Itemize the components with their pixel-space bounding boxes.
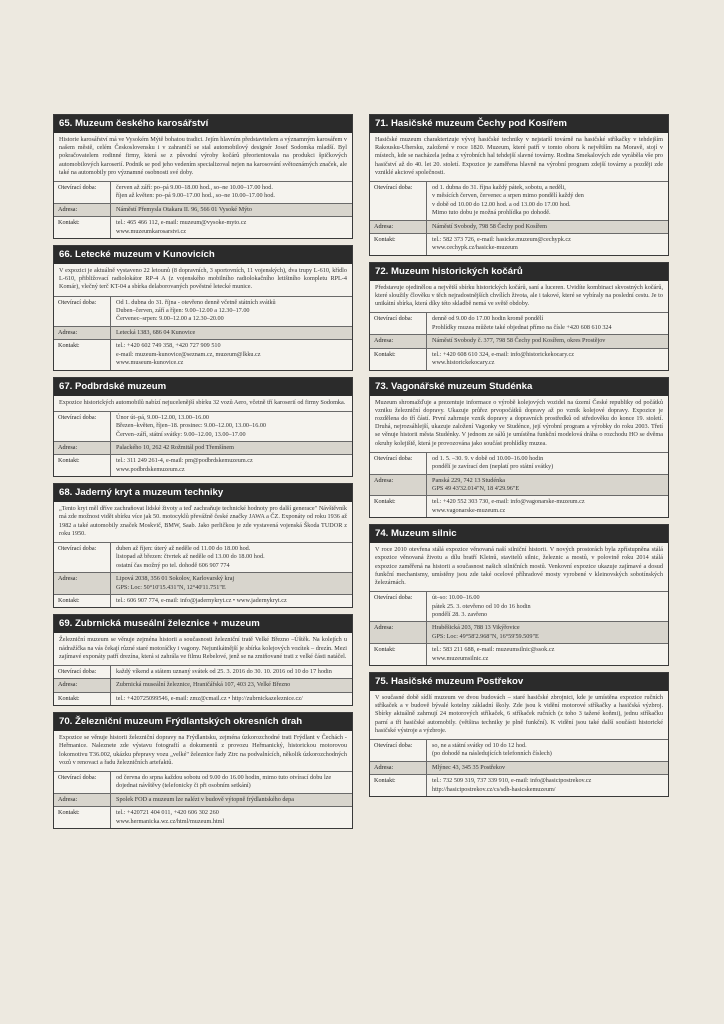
museum-description: Historie karosářství má ve Vysokém Mýtě bohatou tradici. Jejím hlavním představitelem a významným karosářem v našem městě, celém Československu i v zahraničí se stal automobilový designér Josef Sodomka mladší. Byl pokračovatelem rodinné firmy, která se z původní výroby kočárů přeorientovala na produkci špičkových automobilových karoserií. Podnik se pod jeho vedením specializoval nejen na karosování světoznámých značek, ale také na automobily pro významné osobnosti své doby. xyxy=(59,136,347,176)
left-column xyxy=(53,114,353,835)
info-label: Adresa: xyxy=(54,679,111,691)
info-label: Kontakt: xyxy=(54,595,111,607)
info-row xyxy=(370,220,668,233)
museum-card xyxy=(369,524,669,666)
museum-description: V roce 2010 otevřena stálá expozice věnovaná naší silniční historii. V nových prostorách byla zpřístupněna stálá expozice věnovaná životu a dílu bratří Kleinů, stavitelů silnic, železnic a mostů, v polovině roku 2014 stálá expozice zaměřená na historii a současnost našich silničních mostů. Venkovní expozice ukazuje zajímavé a dosud funkční mechanismy, umístěny jsou zde také ocelové příhradové mosty vyrobené v kleinovských sobotínských železárnách. xyxy=(375,546,663,586)
info-label: Otevírací doba: xyxy=(370,592,427,621)
info-label: Kontakt: xyxy=(370,234,427,255)
info-value: od června do srpna každou sobotu od 9.00 do 16.00 hodin, mimo tuto otvírací dobu lze dojednat návštěvy (telefonicky či při osobním setkání) xyxy=(116,774,332,790)
info-label: Kontakt: xyxy=(54,217,111,238)
info-label: Adresa: xyxy=(370,475,427,496)
museum-description: V současné době sídlí muzeum ve dvou budovách – staré hasičské zbrojnici, kde je umístěna expozice ručních stříkaček a v budově bývalé kotelny základní školy. Zde jsou k vidění motorové stříkačky a hasičská výzbroj. Sbírky aktuálně zahrnují 24 motorových stříkaček, 6 stříkaček ručních (z toho 3 tažené koňmi), jednu stříkačku parní a tři hasičské automobily. (většina techniky je plně funkční). K vidění jsou také další součásti historické hasičské výstroje a výzbroje. xyxy=(375,694,663,734)
museum-card xyxy=(53,712,353,829)
museum-description: Expozice historických automobilů nabízí nejucelenější sbírku 32 vozů Aero, včetně tří karoserií od firmy Sodomka. xyxy=(59,398,346,406)
info-label: Adresa: xyxy=(54,327,111,339)
info-value: červen až září: po–pá 9.00–18.00 hod., so–ne 10.00–17.00 hod. říjen až květen: po–pá 9.00–17.00 hod., so–ne 10.00–17.00 hod. xyxy=(116,184,275,200)
info-row xyxy=(54,181,352,203)
info-label: Adresa: xyxy=(370,335,427,347)
info-label: Adresa: xyxy=(370,762,427,774)
museum-card xyxy=(53,114,353,239)
info-label: Otevírací doba: xyxy=(370,313,427,334)
info-label: Otevírací doba: xyxy=(54,772,111,793)
museum-title: 70. Železniční muzeum Frýdlantských okresních drah xyxy=(54,713,352,731)
museum-description: Muzeum shromažďuje a prezentuje informace o výrobě kolejových vozidel na území České republiky od počátků vzniku železniční dopravy. Ukazuje průřez prvopočátků dopravy až po vznik kolejové dopravy. Expozice je rozdělena do tří částí. První zahrnuje vznik dopravy a dopravních prostředků od středověku do konce 19. století. Druhá, nejrozsáhlejší, ukazuje založení Vagonky ve Studénce, její výrobní program a výrobky do roku 2003. Třetí se věnuje historii města Studénky. V jednom ze sálů je umístěna funkční modelová dráha o rozchodu HO se dvěma okruhy kolejiště, která je provozována jako součást prohlídky muzea. xyxy=(375,398,663,447)
info-row xyxy=(54,793,352,806)
info-row xyxy=(370,181,668,220)
info-row xyxy=(54,339,352,369)
info-label: Otevírací doba: xyxy=(54,543,111,572)
info-value: út–so: 10.00–16.00 pátek 25. 3. otevřeno od 10 do 16 hodin pondělí 28. 3. zavřeno xyxy=(432,594,531,618)
info-label: Adresa: xyxy=(370,221,427,233)
info-row xyxy=(54,203,352,216)
info-row xyxy=(54,771,352,793)
info-value: Mlýnec 43, 345 35 Postřekov xyxy=(432,763,506,771)
info-row xyxy=(54,296,352,326)
info-value: Od 1. dubna do 31. října - otevřeno denně včetně státních svátků Duben–červen, září a říjen: 9.00–12.00 a 12.30–17.00 Červenec–srpen: 9.00–12.00 a 12.30–20.00 xyxy=(116,298,276,323)
info-value: Náměstí Svobody č. 377, 798 58 Čechy pod Kosířem, okres Prostějov xyxy=(432,337,606,345)
info-value[interactable]: tel.: 582 373 726, e-mail: hasicke.muzeum@cechypk.cz www.cechypk.cz/hasicke-muzeum xyxy=(432,236,571,252)
info-value[interactable]: tel.: 606 907 774, e-mail: info@jadernykryt.cz • www.jadernykryt.cz xyxy=(116,596,287,604)
info-row xyxy=(54,665,352,678)
info-value[interactable]: tel.: +420721 404 011, +420 606 302 260 www.hermanicka.wz.cz/html/muzeum.html xyxy=(116,809,225,825)
info-label: Otevírací doba: xyxy=(370,182,427,220)
info-label: Adresa: xyxy=(54,204,111,216)
museum-description: Hasičské muzeum charakterizuje vývoj hasičské techniky v nejstarší továrně na hasičské stříkačky v tehdejším Rakousku-Uhersku, založené v roce 1820. Muzeum, které patří v tomto oboru k největším na Moravě, stojí v místech, kde se nacházela jedna z výrobních hal tehdejší slavné továrny. Rodina Smekalových zde vyráběla vše pro hasičství až do 40. let 20. století. Expozice je zaměřena hlavně na výrobní program zdejší továrny a později zde vzniklé akciové společnosti. xyxy=(375,136,663,176)
info-value: Hraběšická 203, 788 13 Vikýřovice GPS: Loc: 49°58'2.968"N, 16°59'59.509"E xyxy=(432,624,539,640)
info-label: Kontakt: xyxy=(370,496,427,517)
info-row xyxy=(370,334,668,347)
museum-card xyxy=(369,262,669,371)
info-value: od 1. dubna do 31. října každý pátek, sobotu, a neděli, v měsících červen, červenec a srpen mimo pondělí každý den v době od 10.00 do 12.00 hod. a od 13.00 do 17.00 hod. Mimo tuto dobu je možná prohlídka po dohodě. xyxy=(432,184,584,217)
museum-title: 75. Hasičské muzeum Postřekov xyxy=(370,673,668,691)
museum-description: Představuje ojedinělou a největší sbírku historických kočárů, saní a luceren. Uvidíte kombinaci skvostných kočárů, které sloužily člověku v těch nejradostnějších chvílích života, ale i takové, které se vybíraly na poslední cestu. Je to unikátní sbírka, která díky této skladbě nemá ve světě obdoby. xyxy=(375,283,663,308)
info-row xyxy=(54,572,352,594)
info-label: Kontakt: xyxy=(54,455,111,476)
museum-card xyxy=(53,483,353,608)
info-value: Zubrnická museální železnice, Hraničářská 107, 403 23, Velké Březno xyxy=(116,681,291,689)
info-value[interactable]: tel.: 583 211 688, e-mail: muzeumsilnic@ssok.cz www.muzeumsilnic.cz xyxy=(432,646,555,662)
museum-card xyxy=(369,377,669,519)
museum-card xyxy=(53,614,353,706)
museum-title: 66. Letecké muzeum v Kunovicích xyxy=(54,246,352,264)
info-row xyxy=(370,233,668,255)
info-value: Lipová 2038, 356 01 Sokolov, Karlovarský kraj GPS: Loc: 50°10'15.431"N, 12°40'11.751"E xyxy=(116,575,235,591)
museum-title: 65. Muzeum českého karosářství xyxy=(54,115,352,133)
info-value[interactable]: tel.: 311 249 261-4, e-mail: pm@podbrdskemuzeum.cz www.podbrdskemuzeum.cz xyxy=(116,457,253,473)
info-row xyxy=(54,692,352,705)
museum-title: 69. Zubrnická museální železnice + muzeum xyxy=(54,615,352,633)
museum-title: 67. Podbrdské muzeum xyxy=(54,378,352,396)
info-value[interactable]: tel.: +420 608 610 324, e-mail: info@historickekocary.cz www.historickekocary.cz xyxy=(432,350,574,367)
info-row xyxy=(54,678,352,691)
info-label: Otevírací doba: xyxy=(370,453,427,474)
info-row xyxy=(54,542,352,572)
info-row xyxy=(54,441,352,454)
info-value: duben až říjen: úterý až neděle od 11.00 do 18.00 hod. listopad až březen: čtvrtek až neděle od 13.00 do 18.00 hod. ostatní čas možný po tel. dohodě 606 907 774 xyxy=(116,544,265,569)
info-label: Kontakt: xyxy=(54,807,111,828)
info-row xyxy=(370,348,668,370)
museum-card xyxy=(53,245,353,370)
info-value: denně od 9.00 do 17.00 hodin kromě pondělí Prohlídky muzea můžete také objednat přímo na čísle +420 608 610 324 xyxy=(432,315,612,331)
info-row xyxy=(54,806,352,828)
museum-title: 72. Muzeum historických kočárů xyxy=(370,263,668,281)
info-value[interactable]: tel.: 732 509 319, 737 339 910, e-mail: info@hasicipostrekov.cz http://hasicipostrekov.cz/cs/sdh-hasicskemuzeum/ xyxy=(432,777,592,793)
info-row xyxy=(370,761,668,774)
info-value: Letecká 1383, 686 04 Kunovice xyxy=(116,328,196,336)
museum-title: 71. Hasičské muzeum Čechy pod Kosířem xyxy=(370,115,668,133)
info-row xyxy=(370,474,668,496)
museum-description: Železniční muzeum se věnuje zejména historii a současnosti železniční tratě Velké Březno –Úštěk. Na kolejích u nádražíčka na vás čekají různé staré motoráčky i vagony. Nejunikátnější je sbírka kolejových vozítek – drezín. Mezi zajímavé exponáty patří drezína, která si zahrála ve filmu Rebelové, jenž se na zmiňované trati z velké části natáčel. xyxy=(59,636,347,660)
info-value: Panská 229, 742 13 Studénka GPS 49 43'32.014"N, 18 4'29.96"E xyxy=(432,476,520,492)
info-value: Náměstí Svobody, 798 58 Čechy pod Kosířem xyxy=(432,222,547,230)
museum-card xyxy=(53,377,353,478)
info-value: od 1. 5. –30. 9. v době od 10.00–16.00 hodin pondělí je zavírací den (neplatí pro státní svátky) xyxy=(432,454,554,471)
info-value[interactable]: tel.: 465 466 112, e-mail: muzeum@vysoke-myto.cz www.muzeumkarosarstvi.cz xyxy=(116,219,247,235)
info-label: Adresa: xyxy=(370,622,427,643)
info-label: Kontakt: xyxy=(54,693,111,705)
info-label: Kontakt: xyxy=(370,775,427,796)
info-row xyxy=(370,774,668,796)
info-row xyxy=(54,594,352,607)
info-value[interactable]: tel.: +420725099546, e-mail: zmz@cmail.cz • http://zubrnickazeleznice.cz/ xyxy=(116,694,303,702)
info-row xyxy=(370,312,668,334)
info-value: Spolek FOD a muzeum lze nalézt v budově výtopně frýdlantského depa xyxy=(116,795,295,803)
info-label: Adresa: xyxy=(54,442,111,454)
info-value: každý víkend a státem uznaný svátek od 25. 3. 2016 do 30. 10. 2016 od 10 do 17 hodin xyxy=(116,668,332,675)
museum-description: „Tento kryt měl dříve zachraňovat lidské životy a teď zachraňuje technické hodnoty pro další generace" Návštěvník má zde možnost vidět sbírku více jak 50. motocyklů převážně české značky JAWA a ČZ. Exponáty od roku 1936 až 1982 a také automobily značek Moskvič, BMW, Saab. Jako perličkou je zde vystavená vojenská Škoda TUDOR z roku 1950. xyxy=(59,505,347,537)
info-value[interactable]: tel.: +420 602 749 358, +420 727 909 510 e-mail: muzeum-kunovice@seznam.cz, muzeum@lkku.cz www.museum-kunovice.cz xyxy=(116,342,261,367)
info-row xyxy=(54,454,352,476)
museum-description: V expozici je aktuálně vystaveno 22 letounů (8 dopravních, 3 sportovních, 11 vojenských), dva trupy L-610, křídlo L-610, přibližovací radiolokátor RP-4 A (z vojenského mobilního radiolokačního letištního kompletu RPL-4 Komár), vlečný terč KT-04 a sbírka delaborovaných pověstné letecké munice. xyxy=(59,267,347,291)
info-row xyxy=(370,643,668,665)
museum-title: 73. Vagonářské muzeum Studénka xyxy=(370,378,668,396)
info-value: Únor út–pá, 9.00–12.00, 13.00–16.00 Březen–květen, říjen–18. prosinec: 9.00–12.00, 13.00–16.00 Červen–září, státní svátky: 9.00–12.00, 13.00–17.00 xyxy=(116,413,267,438)
museum-title: 74. Muzeum silnic xyxy=(370,525,668,543)
right-column xyxy=(369,114,669,803)
info-label: Kontakt: xyxy=(370,644,427,665)
info-row xyxy=(370,495,668,517)
info-row xyxy=(370,739,668,761)
info-value[interactable]: tel.: +420 552 303 730, e-mail: info@vagonarske-muzeum.cz www.vagonarske-muzeum.cz xyxy=(432,498,585,514)
museum-card xyxy=(369,672,669,797)
info-row xyxy=(54,326,352,339)
info-row xyxy=(370,621,668,643)
museum-card xyxy=(369,114,669,256)
info-label: Otevírací doba: xyxy=(370,740,427,761)
info-label: Adresa: xyxy=(54,573,111,594)
info-value: so, ne a státní svátky od 10 do 12 hod. (po dohodě na následujících telefonních číslech) xyxy=(432,742,552,758)
info-label: Otevírací doba: xyxy=(54,412,111,441)
info-label: Adresa: xyxy=(54,794,111,806)
info-row xyxy=(54,216,352,238)
museum-description: Expozice se věnuje historii železniční dopravy na Frýdlantsku, zejména úzkorozchodné trati Frýdlant v Čechách - Heřmanice. Naleznete zde výstavu fotografií a dokumentů z provozu Heřmanický, historickou motorovou lokomotivu T36.002, ukázku přepravy vozu „velké" železnice řady Ztrc na podvalnících, několik úzkorozchodných vozů v renovaci a řadu železničních artefaktů. xyxy=(59,734,347,766)
info-label: Otevírací doba: xyxy=(54,297,111,326)
info-row xyxy=(370,591,668,621)
museum-title: 68. Jaderný kryt a muzeum techniky xyxy=(54,484,352,502)
info-value: Palackého 10, 262 42 Rožmitál pod Třemšínem xyxy=(116,443,234,451)
info-label: Otevírací doba: xyxy=(54,666,111,678)
info-label: Kontakt: xyxy=(54,340,111,369)
info-label: Otevírací doba: xyxy=(54,182,111,203)
info-label: Kontakt: xyxy=(370,349,427,370)
info-row xyxy=(54,411,352,441)
info-value: Náměstí Přemysla Otakara II. 96, 566 01 Vysoké Mýto xyxy=(116,205,252,213)
info-row xyxy=(370,452,668,474)
